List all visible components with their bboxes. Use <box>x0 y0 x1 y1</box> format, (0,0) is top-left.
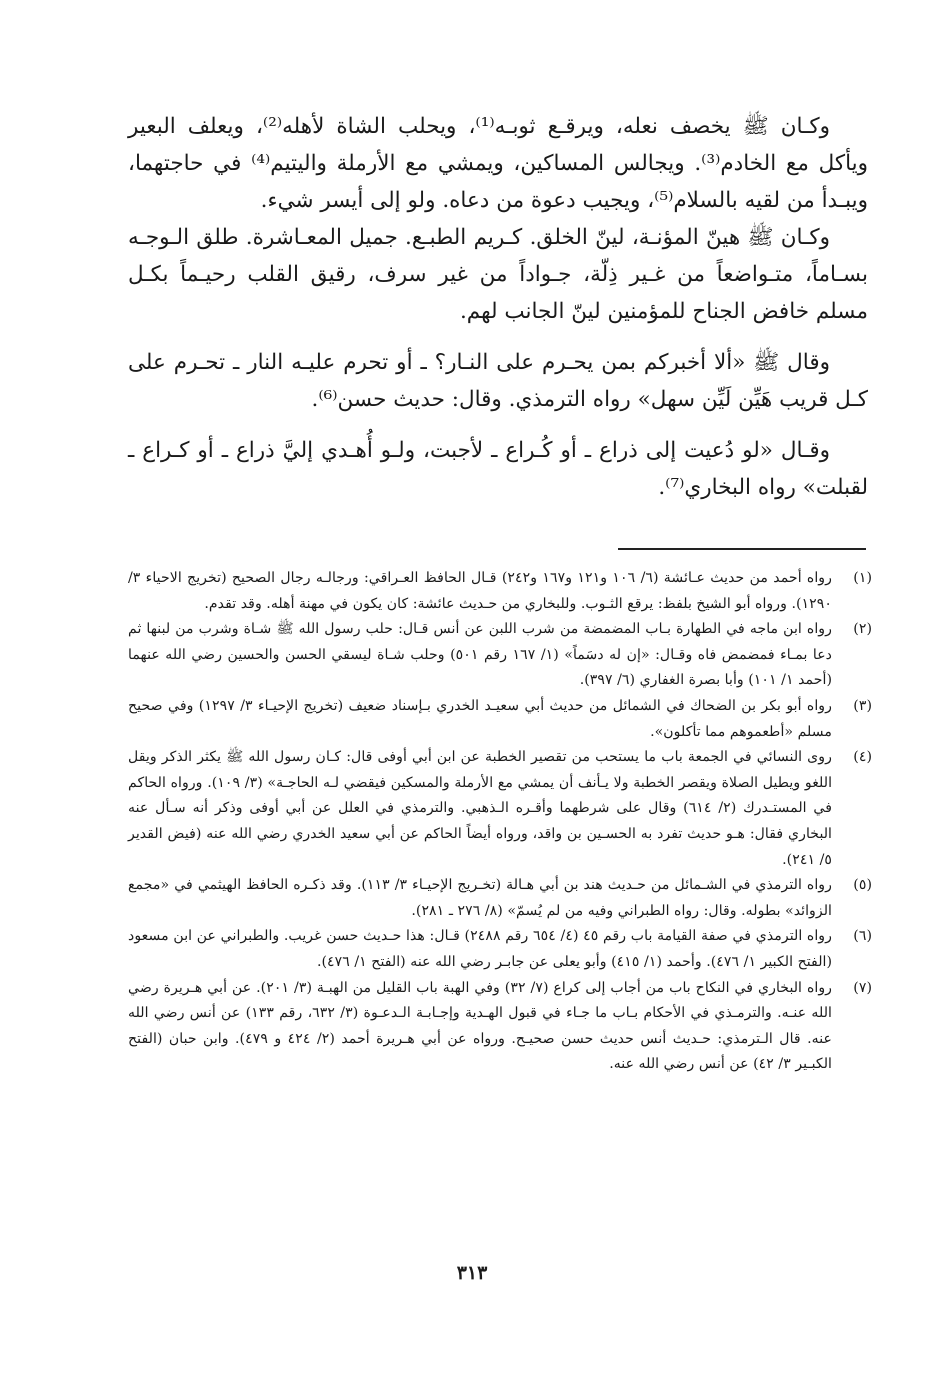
footnote-number: (٦) <box>853 928 872 945</box>
footnote-text: رواه ابن ماجه في الطهارة بـاب المضمضة من شرب اللبن عن أنس قـال: حلب رسول الله ﷺ شـاة وشرب من لبنها ثم دعا بمـاء فمضمض فاه وقـال: «إن له دسَماً» (١/ ١٦٧ رقم ٥٠١) وحلب شـاة ليسقي الحسن والحسين رضي الله عنهما (أحمد ١/ ١٠١) وأبا بصرة الغفاري (٦/ ٣٩٧). <box>128 621 833 689</box>
page-number: ٣١٣ <box>456 1262 488 1284</box>
footnotes <box>128 566 872 1078</box>
paragraph-2: وكـان ﷺ هينّ المؤنـة، لينّ الخلق. كـريم الطبـع. جميل المعـاشرة. طلق الـوجـه بسـاماً، متـواضعاً من غـير ذِلّة، جـواداً من غير سرف، رقيق القلب رحيـماً بكـل مسلم خافض الجناح للمؤمنين لينّ الجانب لهم. <box>128 225 868 324</box>
footnote-text: رواه أبو بكر بن الضحاك في الشمائل من حديث أبي سعيـد الخدري بـإسناد ضعيف (تخريج الإحيـاء ٣/ ١٢٩٧) وفي صحيح مسلم «أطعموهم مما تأكلون». <box>128 697 832 740</box>
footnote-number: (٣) <box>853 697 872 714</box>
paragraph-3: وقال ﷺ «ألا أخبركم بمن يحـرم على النـار؟ ـ أو تحرم عليـه النار ـ تحـرم على كـل قريب هَيِّن لَيِّن سهل» رواه الترمذي. وقال: حديث حسن⁽⁶⁾. <box>128 350 868 412</box>
footnote-divider <box>618 548 866 550</box>
footnote-text: رواه أحمد من حديث عـائشة (٦/ ١٠٦ و١٢١ و١٦٧ و٢٤٢) قـال الحافظ العـراقي: ورجالـه رجال الصحيح (تخريج الاحياء ٣/ ١٢٩٠). ورواه أبو الشيخ بلفظ: يرقع الثـوب. وللبخاري من حـديث عائشة: كان يكون في مهنة أهله. وقد تقدم. <box>128 570 832 612</box>
footnote-text: رواه البخاري في النكاح باب من أجاب إلى كراع (٧/ ٣٢) وفي الهبة باب القليل من الهبـة (٣/ ٢٠١). عن أبي هـريرة رضي الله عنـه. والترمـذي في الأحكام بـاب ما جـاء في قبول الهـدية وإجـابـة الـدعـوة (٣/ ٦٣٢، رقم ١٣٣) عن أنس رضي الله عنه. قال الـترمذي: حـديث أنس حديث حسن صحيـح. ورواه عن أبي هـريرة أحمد (٢/ ٤٢٤ و ٤٧٩). وابن حبان (الفتح الكبـير ٣/ ٤٢) عن أنس رضي الله عنه. <box>128 979 833 1073</box>
footnote-1 <box>128 566 872 617</box>
footnote-number: (٢) <box>853 621 872 638</box>
footnote-text: رواه الترمذي في الشـمائل من حـديث هند بن أبي هـالة (تخـريج الإحيـاء ٣/ ١١٣). وقد ذكـره الحافظ الهيثمي في «مجمع الزوائد» بطوله. وقال: رواه الطبراني وفيه من لم يُسمّ» (٨/ ٢٧٦ ـ ٢٨١). <box>128 877 832 919</box>
footnote-7 <box>128 976 872 1078</box>
footnote-4 <box>128 745 872 873</box>
footnote-number: (٤) <box>853 749 872 766</box>
footnote-5 <box>128 873 872 924</box>
paragraph-4: وقـال «لو دُعيت إلى ذراع ـ أو كُـراع ـ لأجبت، ولـو أُهـدي إليَّ ذراع ـ أو كـراع ـ لقبلت» رواه البخاري⁽⁷⁾. <box>128 438 868 500</box>
footnote-text: رواه الترمذي في صفة القيامة باب رقم ٤٥ (٤/ ٦٥٤ رقم ٢٤٨٨) قـال: هذا حـديث حسن غريب. والطبراني عن ابن مسعود (الفتح الكبير ١/ ٤٧٦). وأحمد (١/ ٤١٥) وأبو يعلى عن جابـر رضي الله عنه (الفتح ١/ ٤٧٦). <box>128 928 832 970</box>
main-text <box>128 108 868 506</box>
footnote-6 <box>128 924 872 975</box>
footnote-number: (١) <box>853 570 872 586</box>
footnote-2 <box>128 617 872 694</box>
footnote-3 <box>128 694 872 745</box>
paragraph-1: وكـان ﷺ يخصف نعله، ويرقـع ثوبـه⁽¹⁾، ويحلب الشاة لأهله⁽²⁾، ويعلف البعير ويأكل مع الخادم⁽³⁾. ويجالس المساكين، ويمشي مع الأرملة واليتيم⁽⁴⁾ في حاجتهما، ويبـدأ من لقيه بالسلام⁽⁵⁾، ويجيب دعوة من دعاه. ولو إلى أيسر شيء. <box>128 114 868 213</box>
footnote-text: روى النسائي في الجمعة باب ما يستحب من تقصير الخطبة عن ابن أبي أوفى قال: كـان رسول الله ﷺ يكثر الذكر ويقل اللغو ويطيل الصلاة ويقصر الخطبة ولا يـأنف أن يمشي مع الأرملة والمسكين فيقضي لـه الحاجـة» (٣/ ١٠٩). ورواه الحاكم في المستـدرك (٢/ ٦١٤) وقال على شرطهما وأقـره الـذهبي. والترمذي في العلل عن أبي أوفى وذكر أنه سـأل عنه البخاري فقال: هـو حديث تفرد به الحسـين بن واقد، ورواه أيضاً الحاكم عن أبي سعيد الخدري رضي الله عنه (فيض القدير ٥/ ٢٤١). <box>128 749 833 868</box>
footnote-number: (٧) <box>853 979 872 996</box>
footnote-number: (٥) <box>853 877 872 894</box>
